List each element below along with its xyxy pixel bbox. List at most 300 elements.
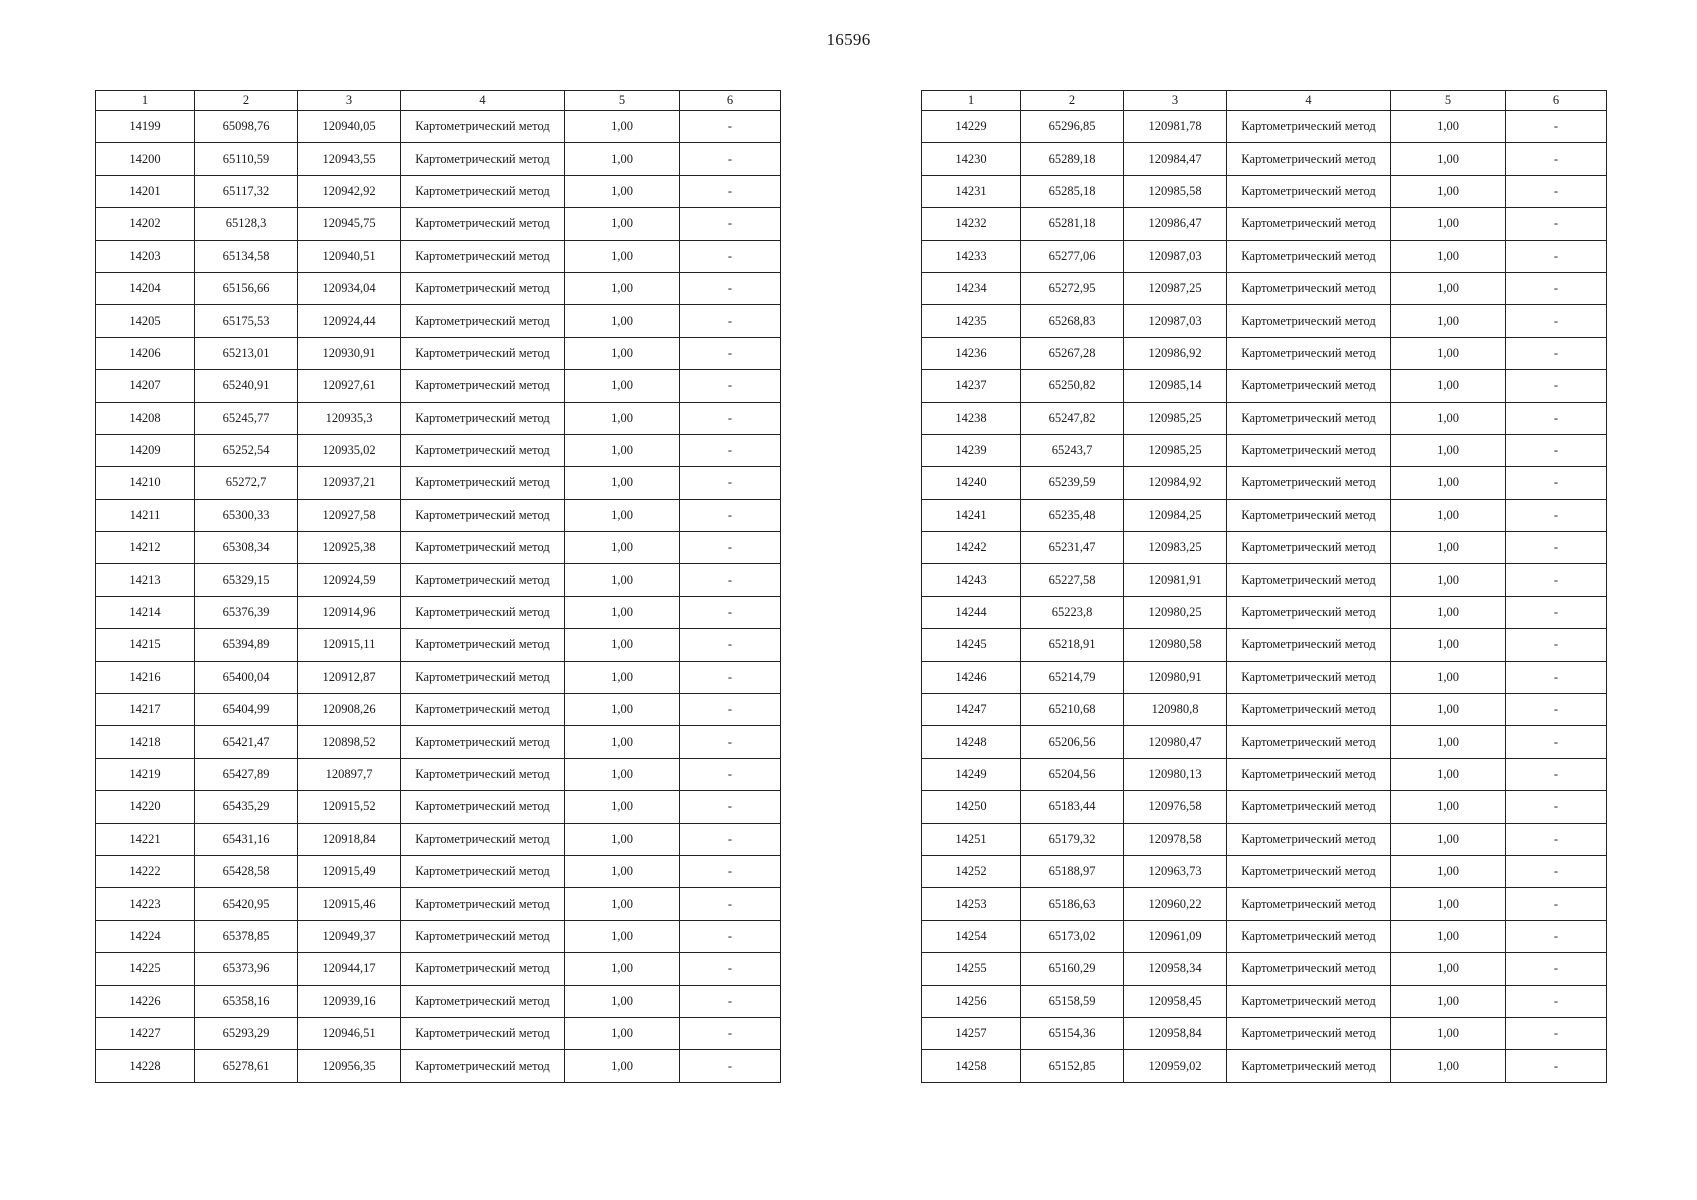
table-row <box>922 337 1607 369</box>
point-cell: 14244 <box>922 596 1021 628</box>
column-header: 4 <box>401 91 565 111</box>
note-cell: - <box>1506 564 1607 596</box>
x-coordinate-cell: 65404,99 <box>195 694 298 726</box>
note-cell: - <box>1506 920 1607 952</box>
method-cell: Картометрический метод <box>401 337 565 369</box>
accuracy-cell: 1,00 <box>1391 499 1506 531</box>
column-header: 6 <box>1506 91 1607 111</box>
table-row <box>922 888 1607 920</box>
note-cell: - <box>1506 953 1607 985</box>
method-cell: Картометрический метод <box>1227 111 1391 143</box>
accuracy-cell: 1,00 <box>1391 596 1506 628</box>
method-cell: Картометрический метод <box>401 370 565 402</box>
y-coordinate-cell: 120924,59 <box>298 564 401 596</box>
x-coordinate-cell: 65376,39 <box>195 596 298 628</box>
note-cell: - <box>680 953 781 985</box>
note-cell: - <box>1506 175 1607 207</box>
x-coordinate-cell: 65300,33 <box>195 499 298 531</box>
table-row <box>922 629 1607 661</box>
column-header: 1 <box>922 91 1021 111</box>
note-cell: - <box>680 920 781 952</box>
method-cell: Картометрический метод <box>1227 855 1391 887</box>
note-cell: - <box>680 888 781 920</box>
note-cell: - <box>680 143 781 175</box>
note-cell: - <box>1506 1050 1607 1082</box>
note-cell: - <box>1506 888 1607 920</box>
table-row <box>96 920 781 952</box>
point-cell: 14237 <box>922 370 1021 402</box>
note-cell: - <box>1506 726 1607 758</box>
table-row <box>96 888 781 920</box>
x-coordinate-cell: 65098,76 <box>195 111 298 143</box>
accuracy-cell: 1,00 <box>1391 337 1506 369</box>
accuracy-cell: 1,00 <box>565 467 680 499</box>
point-cell: 14253 <box>922 888 1021 920</box>
point-cell: 14258 <box>922 1050 1021 1082</box>
method-cell: Картометрический метод <box>401 402 565 434</box>
y-coordinate-cell: 120915,49 <box>298 855 401 887</box>
note-cell: - <box>1506 337 1607 369</box>
x-coordinate-cell: 65268,83 <box>1021 305 1124 337</box>
note-cell: - <box>680 596 781 628</box>
table-row <box>96 1050 781 1082</box>
point-cell: 14210 <box>96 467 195 499</box>
accuracy-cell: 1,00 <box>1391 758 1506 790</box>
accuracy-cell: 1,00 <box>565 175 680 207</box>
table-row <box>96 208 781 240</box>
accuracy-cell: 1,00 <box>1391 694 1506 726</box>
accuracy-cell: 1,00 <box>565 823 680 855</box>
x-coordinate-cell: 65173,02 <box>1021 920 1124 952</box>
point-cell: 14205 <box>96 305 195 337</box>
x-coordinate-cell: 65214,79 <box>1021 661 1124 693</box>
note-cell: - <box>680 1050 781 1082</box>
note-cell: - <box>1506 111 1607 143</box>
method-cell: Картометрический метод <box>1227 305 1391 337</box>
table-row <box>96 726 781 758</box>
method-cell: Картометрический метод <box>401 467 565 499</box>
accuracy-cell: 1,00 <box>565 370 680 402</box>
note-cell: - <box>680 175 781 207</box>
point-cell: 14214 <box>96 596 195 628</box>
point-cell: 14256 <box>922 985 1021 1017</box>
x-coordinate-cell: 65250,82 <box>1021 370 1124 402</box>
method-cell: Картометрический метод <box>401 661 565 693</box>
x-coordinate-cell: 65245,77 <box>195 402 298 434</box>
y-coordinate-cell: 120987,03 <box>1124 305 1227 337</box>
accuracy-cell: 1,00 <box>565 111 680 143</box>
x-coordinate-cell: 65158,59 <box>1021 985 1124 1017</box>
method-cell: Картометрический метод <box>1227 823 1391 855</box>
table-row <box>922 596 1607 628</box>
x-coordinate-cell: 65186,63 <box>1021 888 1124 920</box>
x-coordinate-cell: 65378,85 <box>195 920 298 952</box>
point-cell: 14247 <box>922 694 1021 726</box>
note-cell: - <box>1506 305 1607 337</box>
point-cell: 14223 <box>96 888 195 920</box>
note-cell: - <box>680 855 781 887</box>
table-row <box>922 726 1607 758</box>
note-cell: - <box>680 1017 781 1049</box>
point-cell: 14221 <box>96 823 195 855</box>
point-cell: 14228 <box>96 1050 195 1082</box>
y-coordinate-cell: 120956,35 <box>298 1050 401 1082</box>
y-coordinate-cell: 120960,22 <box>1124 888 1227 920</box>
point-cell: 14219 <box>96 758 195 790</box>
accuracy-cell: 1,00 <box>1391 240 1506 272</box>
x-coordinate-cell: 65188,97 <box>1021 855 1124 887</box>
method-cell: Картометрический метод <box>1227 985 1391 1017</box>
point-cell: 14201 <box>96 175 195 207</box>
table-row <box>96 305 781 337</box>
point-cell: 14242 <box>922 532 1021 564</box>
table-row <box>922 855 1607 887</box>
note-cell: - <box>1506 823 1607 855</box>
table-row <box>96 953 781 985</box>
note-cell: - <box>680 434 781 466</box>
table-row <box>96 111 781 143</box>
method-cell: Картометрический метод <box>1227 791 1391 823</box>
y-coordinate-cell: 120915,52 <box>298 791 401 823</box>
page-number: 16596 <box>826 30 871 49</box>
point-cell: 14202 <box>96 208 195 240</box>
point-cell: 14204 <box>96 272 195 304</box>
method-cell: Картометрический метод <box>401 564 565 596</box>
coordinates-table-right <box>921 90 1607 1083</box>
accuracy-cell: 1,00 <box>1391 143 1506 175</box>
accuracy-cell: 1,00 <box>1391 1050 1506 1082</box>
y-coordinate-cell: 120918,84 <box>298 823 401 855</box>
column-header: 1 <box>96 91 195 111</box>
accuracy-cell: 1,00 <box>565 855 680 887</box>
note-cell: - <box>680 758 781 790</box>
method-cell: Картометрический метод <box>401 532 565 564</box>
table-row <box>96 823 781 855</box>
y-coordinate-cell: 120942,92 <box>298 175 401 207</box>
point-cell: 14220 <box>96 791 195 823</box>
table-row <box>922 564 1607 596</box>
point-cell: 14212 <box>96 532 195 564</box>
method-cell: Картометрический метод <box>401 1017 565 1049</box>
x-coordinate-cell: 65240,91 <box>195 370 298 402</box>
method-cell: Картометрический метод <box>1227 1050 1391 1082</box>
y-coordinate-cell: 120986,92 <box>1124 337 1227 369</box>
note-cell: - <box>680 823 781 855</box>
note-cell: - <box>1506 272 1607 304</box>
y-coordinate-cell: 120915,11 <box>298 629 401 661</box>
method-cell: Картометрический метод <box>1227 143 1391 175</box>
accuracy-cell: 1,00 <box>1391 920 1506 952</box>
accuracy-cell: 1,00 <box>565 629 680 661</box>
right-table-body <box>922 111 1607 1083</box>
table-row <box>96 661 781 693</box>
table-row <box>922 402 1607 434</box>
point-cell: 14231 <box>922 175 1021 207</box>
x-coordinate-cell: 65235,48 <box>1021 499 1124 531</box>
point-cell: 14213 <box>96 564 195 596</box>
accuracy-cell: 1,00 <box>565 143 680 175</box>
note-cell: - <box>680 499 781 531</box>
method-cell: Картометрический метод <box>401 694 565 726</box>
accuracy-cell: 1,00 <box>565 726 680 758</box>
note-cell: - <box>680 240 781 272</box>
accuracy-cell: 1,00 <box>565 920 680 952</box>
method-cell: Картометрический метод <box>401 953 565 985</box>
point-cell: 14241 <box>922 499 1021 531</box>
x-coordinate-cell: 65431,16 <box>195 823 298 855</box>
x-coordinate-cell: 65152,85 <box>1021 1050 1124 1082</box>
accuracy-cell: 1,00 <box>1391 370 1506 402</box>
column-header: 4 <box>1227 91 1391 111</box>
point-cell: 14234 <box>922 272 1021 304</box>
accuracy-cell: 1,00 <box>1391 208 1506 240</box>
accuracy-cell: 1,00 <box>565 208 680 240</box>
column-header: 2 <box>195 91 298 111</box>
x-coordinate-cell: 65247,82 <box>1021 402 1124 434</box>
note-cell: - <box>1506 855 1607 887</box>
x-coordinate-cell: 65134,58 <box>195 240 298 272</box>
point-cell: 14245 <box>922 629 1021 661</box>
y-coordinate-cell: 120963,73 <box>1124 855 1227 887</box>
y-coordinate-cell: 120915,46 <box>298 888 401 920</box>
y-coordinate-cell: 120939,16 <box>298 985 401 1017</box>
method-cell: Картометрический метод <box>401 240 565 272</box>
accuracy-cell: 1,00 <box>1391 1017 1506 1049</box>
accuracy-cell: 1,00 <box>1391 791 1506 823</box>
y-coordinate-cell: 120898,52 <box>298 726 401 758</box>
left-table-body <box>96 111 781 1083</box>
point-cell: 14235 <box>922 305 1021 337</box>
y-coordinate-cell: 120980,58 <box>1124 629 1227 661</box>
accuracy-cell: 1,00 <box>565 758 680 790</box>
accuracy-cell: 1,00 <box>1391 661 1506 693</box>
table-row <box>96 596 781 628</box>
table-row <box>96 758 781 790</box>
accuracy-cell: 1,00 <box>1391 175 1506 207</box>
x-coordinate-cell: 65179,32 <box>1021 823 1124 855</box>
method-cell: Картометрический метод <box>401 726 565 758</box>
x-coordinate-cell: 65223,8 <box>1021 596 1124 628</box>
accuracy-cell: 1,00 <box>1391 823 1506 855</box>
y-coordinate-cell: 120980,25 <box>1124 596 1227 628</box>
note-cell: - <box>680 402 781 434</box>
y-coordinate-cell: 120912,87 <box>298 661 401 693</box>
point-cell: 14246 <box>922 661 1021 693</box>
y-coordinate-cell: 120945,75 <box>298 208 401 240</box>
method-cell: Картометрический метод <box>1227 596 1391 628</box>
note-cell: - <box>1506 596 1607 628</box>
method-cell: Картометрический метод <box>401 823 565 855</box>
table-row <box>922 175 1607 207</box>
y-coordinate-cell: 120897,7 <box>298 758 401 790</box>
point-cell: 14226 <box>96 985 195 1017</box>
table-row <box>922 791 1607 823</box>
y-coordinate-cell: 120937,21 <box>298 467 401 499</box>
table-row <box>922 305 1607 337</box>
point-cell: 14199 <box>96 111 195 143</box>
x-coordinate-cell: 65278,61 <box>195 1050 298 1082</box>
method-cell: Картометрический метод <box>1227 175 1391 207</box>
x-coordinate-cell: 65329,15 <box>195 564 298 596</box>
y-coordinate-cell: 120958,84 <box>1124 1017 1227 1049</box>
table-row <box>96 1017 781 1049</box>
method-cell: Картометрический метод <box>1227 661 1391 693</box>
note-cell: - <box>1506 985 1607 1017</box>
note-cell: - <box>680 337 781 369</box>
y-coordinate-cell: 120985,25 <box>1124 402 1227 434</box>
column-header: 5 <box>565 91 680 111</box>
accuracy-cell: 1,00 <box>565 596 680 628</box>
point-cell: 14232 <box>922 208 1021 240</box>
accuracy-cell: 1,00 <box>1391 888 1506 920</box>
point-cell: 14236 <box>922 337 1021 369</box>
method-cell: Картометрический метод <box>401 499 565 531</box>
x-coordinate-cell: 65213,01 <box>195 337 298 369</box>
table-row <box>96 532 781 564</box>
table-row <box>96 370 781 402</box>
table-row <box>922 370 1607 402</box>
accuracy-cell: 1,00 <box>1391 985 1506 1017</box>
x-coordinate-cell: 65272,95 <box>1021 272 1124 304</box>
point-cell: 14203 <box>96 240 195 272</box>
note-cell: - <box>680 208 781 240</box>
accuracy-cell: 1,00 <box>1391 629 1506 661</box>
y-coordinate-cell: 120985,58 <box>1124 175 1227 207</box>
table-row <box>922 1050 1607 1082</box>
accuracy-cell: 1,00 <box>565 402 680 434</box>
accuracy-cell: 1,00 <box>565 1050 680 1082</box>
table-row <box>96 434 781 466</box>
y-coordinate-cell: 120914,96 <box>298 596 401 628</box>
method-cell: Картометрический метод <box>1227 564 1391 596</box>
y-coordinate-cell: 120976,58 <box>1124 791 1227 823</box>
accuracy-cell: 1,00 <box>1391 402 1506 434</box>
note-cell: - <box>1506 629 1607 661</box>
method-cell: Картометрический метод <box>1227 272 1391 304</box>
point-cell: 14225 <box>96 953 195 985</box>
x-coordinate-cell: 65156,66 <box>195 272 298 304</box>
note-cell: - <box>1506 240 1607 272</box>
table-row <box>96 337 781 369</box>
y-coordinate-cell: 120980,47 <box>1124 726 1227 758</box>
table-row <box>96 499 781 531</box>
point-cell: 14254 <box>922 920 1021 952</box>
x-coordinate-cell: 65206,56 <box>1021 726 1124 758</box>
note-cell: - <box>680 467 781 499</box>
method-cell: Картометрический метод <box>401 1050 565 1082</box>
x-coordinate-cell: 65281,18 <box>1021 208 1124 240</box>
accuracy-cell: 1,00 <box>1391 953 1506 985</box>
y-coordinate-cell: 120984,92 <box>1124 467 1227 499</box>
accuracy-cell: 1,00 <box>1391 726 1506 758</box>
table-row <box>96 240 781 272</box>
table-row <box>922 111 1607 143</box>
accuracy-cell: 1,00 <box>1391 305 1506 337</box>
accuracy-cell: 1,00 <box>565 305 680 337</box>
y-coordinate-cell: 120927,61 <box>298 370 401 402</box>
y-coordinate-cell: 120980,13 <box>1124 758 1227 790</box>
table-row <box>922 467 1607 499</box>
note-cell: - <box>1506 467 1607 499</box>
table-row <box>922 532 1607 564</box>
note-cell: - <box>680 661 781 693</box>
point-cell: 14243 <box>922 564 1021 596</box>
method-cell: Картометрический метод <box>1227 532 1391 564</box>
method-cell: Картометрический метод <box>401 596 565 628</box>
accuracy-cell: 1,00 <box>565 888 680 920</box>
method-cell: Картометрический метод <box>1227 888 1391 920</box>
table-row <box>96 629 781 661</box>
y-coordinate-cell: 120927,58 <box>298 499 401 531</box>
accuracy-cell: 1,00 <box>1391 111 1506 143</box>
y-coordinate-cell: 120949,37 <box>298 920 401 952</box>
y-coordinate-cell: 120986,47 <box>1124 208 1227 240</box>
x-coordinate-cell: 65183,44 <box>1021 791 1124 823</box>
note-cell: - <box>1506 434 1607 466</box>
x-coordinate-cell: 65296,85 <box>1021 111 1124 143</box>
x-coordinate-cell: 65272,7 <box>195 467 298 499</box>
method-cell: Картометрический метод <box>401 758 565 790</box>
table-row <box>922 272 1607 304</box>
x-coordinate-cell: 65428,58 <box>195 855 298 887</box>
x-coordinate-cell: 65243,7 <box>1021 434 1124 466</box>
accuracy-cell: 1,00 <box>565 694 680 726</box>
table-row <box>922 985 1607 1017</box>
point-cell: 14230 <box>922 143 1021 175</box>
note-cell: - <box>680 532 781 564</box>
method-cell: Картометрический метод <box>401 143 565 175</box>
x-coordinate-cell: 65110,59 <box>195 143 298 175</box>
x-coordinate-cell: 65175,53 <box>195 305 298 337</box>
note-cell: - <box>1506 143 1607 175</box>
x-coordinate-cell: 65400,04 <box>195 661 298 693</box>
point-cell: 14255 <box>922 953 1021 985</box>
column-header: 5 <box>1391 91 1506 111</box>
method-cell: Картометрический метод <box>1227 402 1391 434</box>
method-cell: Картометрический метод <box>1227 499 1391 531</box>
y-coordinate-cell: 120940,05 <box>298 111 401 143</box>
accuracy-cell: 1,00 <box>1391 855 1506 887</box>
method-cell: Картометрический метод <box>401 111 565 143</box>
y-coordinate-cell: 120984,47 <box>1124 143 1227 175</box>
y-coordinate-cell: 120946,51 <box>298 1017 401 1049</box>
table-row <box>922 208 1607 240</box>
point-cell: 14238 <box>922 402 1021 434</box>
note-cell: - <box>1506 532 1607 564</box>
note-cell: - <box>680 111 781 143</box>
accuracy-cell: 1,00 <box>565 240 680 272</box>
column-header: 6 <box>680 91 781 111</box>
method-cell: Картометрический метод <box>1227 758 1391 790</box>
note-cell: - <box>1506 370 1607 402</box>
method-cell: Картометрический метод <box>1227 434 1391 466</box>
method-cell: Картометрический метод <box>401 888 565 920</box>
table-row <box>96 985 781 1017</box>
point-cell: 14250 <box>922 791 1021 823</box>
point-cell: 14224 <box>96 920 195 952</box>
point-cell: 14218 <box>96 726 195 758</box>
point-cell: 14251 <box>922 823 1021 855</box>
y-coordinate-cell: 120984,25 <box>1124 499 1227 531</box>
note-cell: - <box>680 370 781 402</box>
point-cell: 14239 <box>922 434 1021 466</box>
point-cell: 14233 <box>922 240 1021 272</box>
accuracy-cell: 1,00 <box>565 499 680 531</box>
accuracy-cell: 1,00 <box>565 985 680 1017</box>
method-cell: Картометрический метод <box>1227 726 1391 758</box>
note-cell: - <box>1506 791 1607 823</box>
y-coordinate-cell: 120935,3 <box>298 402 401 434</box>
